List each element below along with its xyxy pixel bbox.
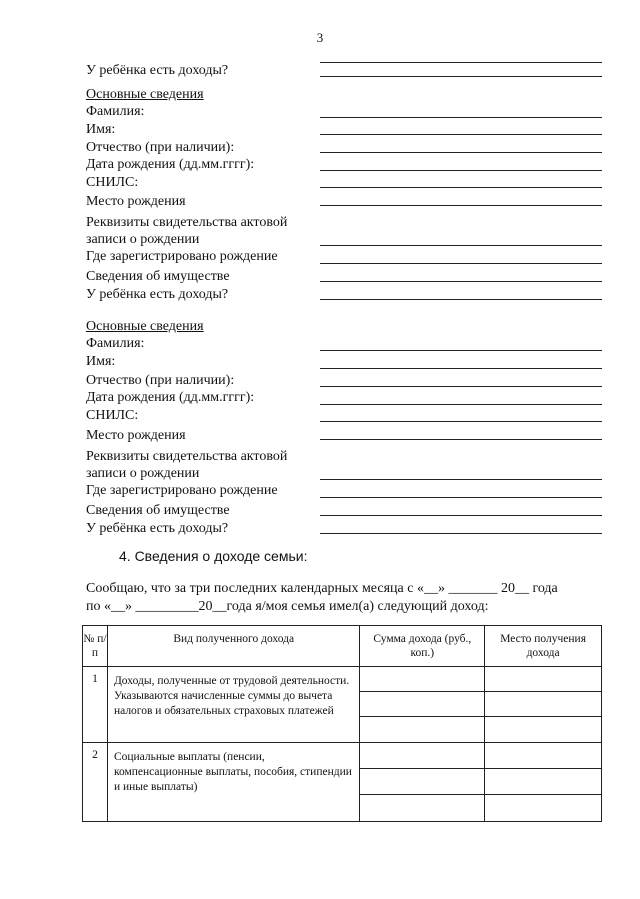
place-entry-slot[interactable] — [485, 717, 601, 742]
answer-line[interactable] — [320, 76, 602, 77]
answer-line[interactable] — [320, 368, 602, 369]
block1-field-surname: Фамилия: — [86, 104, 145, 119]
answer-line[interactable] — [320, 263, 602, 264]
answer-line[interactable] — [320, 421, 602, 422]
col-header-place: Место получения дохода — [485, 626, 602, 667]
block2-field-birthdate: Дата рождения (дд.мм.гггг): — [86, 390, 255, 405]
sum-entry-slot[interactable] — [360, 717, 484, 742]
block1-field-property: Сведения об имуществе — [86, 269, 230, 284]
block2-field-name: Имя: — [86, 354, 116, 369]
sum-entry-slot[interactable] — [360, 692, 484, 717]
answer-line[interactable] — [320, 386, 602, 387]
table-row — [83, 743, 602, 822]
sum-entry-slot[interactable] — [360, 667, 484, 692]
period-statement-line1: Сообщаю, что за три последних календарных месяца с «__» _______ 20__ года — [86, 581, 558, 596]
income-place-cell[interactable] — [485, 743, 602, 822]
place-entry-slot[interactable] — [485, 667, 601, 692]
answer-line[interactable] — [320, 134, 602, 135]
block2-field-certificate-2: записи о рождении — [86, 466, 200, 481]
sum-entry-slot[interactable] — [360, 769, 484, 795]
place-entry-slot[interactable] — [485, 795, 601, 821]
income-place-cell[interactable] — [485, 667, 602, 743]
block1-field-birthplace: Место рождения — [86, 194, 186, 209]
block1-field-birthdate: Дата рождения (дд.мм.гггг): — [86, 157, 255, 172]
row-number: 2 — [83, 743, 108, 822]
income-table-header-row — [83, 626, 602, 667]
period-statement-line2: по «__» _________20__года я/моя семья имел(а) следующий доход: — [86, 599, 489, 614]
answer-line[interactable] — [320, 350, 602, 351]
block1-field-patronymic: Отчество (при наличии): — [86, 140, 235, 155]
sum-entry-slot[interactable] — [360, 743, 484, 769]
answer-line[interactable] — [320, 281, 602, 282]
answer-line[interactable] — [320, 170, 602, 171]
block2-field-surname: Фамилия: — [86, 336, 145, 351]
block1-field-certificate: Реквизиты свидетельства актовой — [86, 215, 288, 230]
block2-field-income: У ребёнка есть доходы? — [86, 521, 229, 536]
answer-line[interactable] — [320, 497, 602, 498]
place-entry-slot[interactable] — [485, 769, 601, 795]
block1-field-certificate-2: записи о рождении — [86, 232, 200, 247]
block2-field-property: Сведения об имуществе — [86, 503, 230, 518]
answer-line[interactable] — [320, 205, 602, 206]
answer-line[interactable] — [320, 117, 602, 118]
answer-line[interactable] — [320, 152, 602, 153]
income-sum-cell[interactable] — [360, 667, 485, 743]
block2-heading: Основные сведения — [86, 319, 204, 334]
answer-line[interactable] — [320, 245, 602, 246]
income-table — [82, 625, 602, 822]
block1-field-registration: Где зарегистрировано рождение — [86, 249, 278, 264]
answer-line[interactable] — [320, 62, 602, 63]
answer-line[interactable] — [320, 404, 602, 405]
section4-title: 4. Сведения о доходе семьи: — [119, 548, 308, 564]
block1-field-snils: СНИЛС: — [86, 175, 139, 190]
block2-field-snils: СНИЛС: — [86, 408, 139, 423]
block2-field-registration: Где зарегистрировано рождение — [86, 483, 278, 498]
block1-field-income: У ребёнка есть доходы? — [86, 287, 229, 302]
col-header-type: Вид полученного дохода — [107, 626, 360, 667]
col-header-sum: Сумма дохода (руб., коп.) — [360, 626, 485, 667]
col-header-num: № п/п — [83, 626, 108, 667]
sum-entry-slot[interactable] — [360, 795, 484, 821]
table-row — [83, 667, 602, 743]
top-income-question: У ребёнка есть доходы? — [86, 63, 229, 78]
answer-line[interactable] — [320, 187, 602, 188]
place-entry-slot[interactable] — [485, 743, 601, 769]
answer-line[interactable] — [320, 439, 602, 440]
place-entry-slot[interactable] — [485, 692, 601, 717]
block1-field-name: Имя: — [86, 122, 116, 137]
answer-line[interactable] — [320, 299, 602, 300]
answer-line[interactable] — [320, 479, 602, 480]
block2-field-patronymic: Отчество (при наличии): — [86, 373, 235, 388]
block1-heading: Основные сведения — [86, 87, 204, 102]
row-number: 1 — [83, 667, 108, 743]
block2-field-birthplace: Место рождения — [86, 428, 186, 443]
income-type-description: Социальные выплаты (пенсии, компенсационные выплаты, пособия, стипендии и иные выплаты) — [107, 743, 360, 822]
income-sum-cell[interactable] — [360, 743, 485, 822]
income-type-description: Доходы, полученные от трудовой деятельности. Указываются начисленные суммы до вычета налогов и обязательных страховых платежей — [107, 667, 360, 743]
page-number: 3 — [316, 30, 324, 45]
answer-line[interactable] — [320, 515, 602, 516]
answer-line[interactable] — [320, 533, 602, 534]
block2-field-certificate: Реквизиты свидетельства актовой — [86, 449, 288, 464]
